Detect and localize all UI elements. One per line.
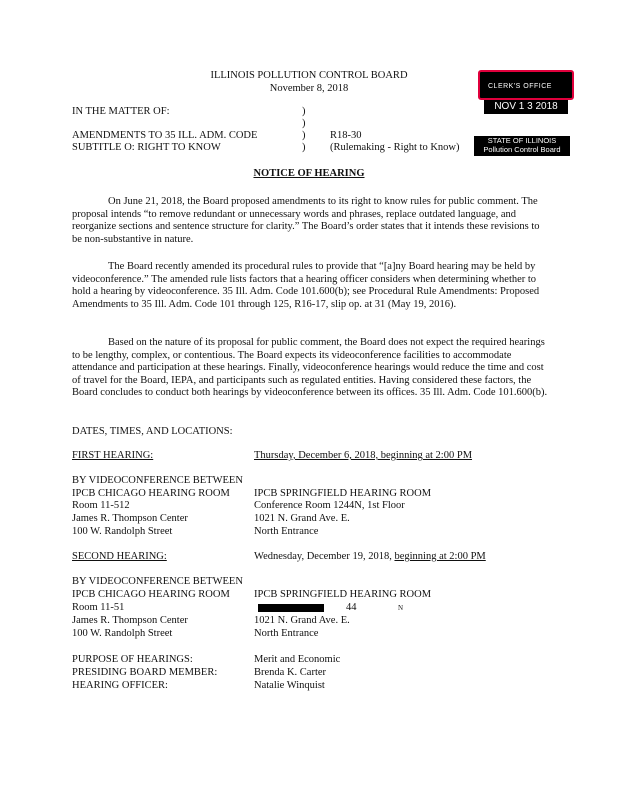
notice-title: NOTICE OF HEARING bbox=[253, 168, 365, 179]
rulemaking-type: (Rulemaking - Right to Know) bbox=[330, 142, 460, 153]
presiding-member-label: PRESIDING BOARD MEMBER: bbox=[72, 667, 218, 678]
board-name: ILLINOIS POLLUTION CONTROL BOARD bbox=[210, 70, 408, 81]
presiding-member-value: Brenda K. Carter bbox=[254, 667, 327, 678]
clerk-stamp bbox=[478, 70, 574, 100]
second-springfield-room-tail: N bbox=[398, 604, 404, 612]
caption-paren: ) bbox=[302, 118, 306, 129]
caption-paren: ) bbox=[302, 142, 306, 153]
redaction-bar bbox=[258, 604, 324, 612]
first-springfield-name: IPCB SPRINGFIELD HEARING ROOM bbox=[254, 488, 432, 499]
clerk-stamp-text: CLERK'S OFFICE bbox=[488, 83, 552, 90]
second-springfield-entrance: North Entrance bbox=[254, 628, 319, 639]
amendments-label: AMENDMENTS TO 35 ILL. ADM. CODE bbox=[72, 130, 258, 141]
second-chicago-name: IPCB CHICAGO HEARING ROOM bbox=[72, 589, 230, 600]
caption-paren: ) bbox=[302, 130, 306, 141]
dates-heading: DATES, TIMES, AND LOCATIONS: bbox=[72, 426, 233, 437]
state-stamp-line1: STATE OF ILLINOIS bbox=[487, 136, 557, 145]
second-chicago-street: 100 W. Randolph Street bbox=[72, 628, 173, 639]
hearing-officer-label: HEARING OFFICER: bbox=[72, 680, 168, 691]
docket-number: R18-30 bbox=[330, 130, 362, 141]
first-chicago-room: Room 11-512 bbox=[72, 500, 130, 511]
hearing-officer-value: Natalie Winquist bbox=[254, 680, 325, 691]
first-chicago-building: James R. Thompson Center bbox=[72, 513, 188, 524]
first-hearing-datetime: Thursday, December 6, 2018, beginning at 2:00 PM bbox=[254, 450, 473, 461]
state-stamp-line2: Pollution Control Board bbox=[483, 145, 561, 154]
first-chicago-street: 100 W. Randolph Street bbox=[72, 526, 173, 537]
first-springfield-street: 1021 N. Grand Ave. E. bbox=[254, 513, 350, 524]
purpose-label: PURPOSE OF HEARINGS: bbox=[72, 654, 193, 665]
matter-label: IN THE MATTER OF: bbox=[72, 106, 170, 117]
second-hearing-time: beginning at 2:00 PM bbox=[394, 551, 486, 562]
second-hearing-date: Wednesday, December 19, 2018, bbox=[254, 551, 395, 562]
second-springfield-name: IPCB SPRINGFIELD HEARING ROOM bbox=[254, 589, 432, 600]
second-videoconference-label: BY VIDEOCONFERENCE BETWEEN bbox=[72, 576, 243, 587]
received-date-stamp: NOV 1 3 2018 bbox=[484, 100, 568, 114]
state-stamp bbox=[474, 136, 570, 156]
subtitle-label: SUBTITLE O: RIGHT TO KNOW bbox=[72, 142, 221, 153]
second-springfield-room: 44 bbox=[346, 602, 357, 613]
paragraph-2: The Board recently amended its procedural rules to provide that “[a]ny Board hearing may be held by videoconference.” The amended rule lists factors that a hearing officer considers when determining whether to hold a hearing by videoconference. 35 Ill. Adm. Code 101.600(b); see Procedural Rule Amendments: Proposed Amendments to 35 Ill. Adm. Code 101 through 125, R16-17, slip op. at 31 (May 19, 2016). bbox=[72, 261, 540, 310]
second-chicago-building: James R. Thompson Center bbox=[72, 615, 188, 626]
first-chicago-name: IPCB CHICAGO HEARING ROOM bbox=[72, 488, 230, 499]
first-hearing-label: FIRST HEARING: bbox=[72, 450, 154, 461]
order-date: November 8, 2018 bbox=[269, 83, 349, 94]
second-springfield-street: 1021 N. Grand Ave. E. bbox=[254, 615, 350, 626]
second-chicago-room: Room 11-51 bbox=[72, 602, 125, 613]
paragraph-3: Based on the nature of its proposal for public comment, the Board does not expect the required hearings to be lengthy, complex, or contentious. The Board expects its videoconference facilities to accommodate attendance and participation at these hearings. Finally, videoconference hearings would reduce the time and cost of travel for the Board, IEPA, and participants such as regulated entities. Having considered these factors, the Board concludes to conduct both hearings by videoconference between its offices. 35 Ill. Adm. Code 101.600(b). bbox=[72, 337, 548, 399]
caption-paren: ) bbox=[302, 106, 306, 117]
second-hearing-label: SECOND HEARING: bbox=[72, 551, 167, 562]
first-springfield-room: Conference Room 1244N, 1st Floor bbox=[254, 500, 405, 511]
first-springfield-entrance: North Entrance bbox=[254, 526, 319, 537]
first-videoconference-label: BY VIDEOCONFERENCE BETWEEN bbox=[72, 475, 243, 486]
purpose-value: Merit and Economic bbox=[254, 654, 341, 665]
paragraph-1: On June 21, 2018, the Board proposed amendments to its right to know rules for public comment. The proposal intends “to remove redundant or unnecessary words and phrases, replace outdated language, and reorganize sections and sentence structure for clarity.” The Board’s order states that it intends these revisions to be non-substantive in nature. bbox=[72, 196, 540, 245]
second-hearing-datetime bbox=[254, 551, 486, 564]
